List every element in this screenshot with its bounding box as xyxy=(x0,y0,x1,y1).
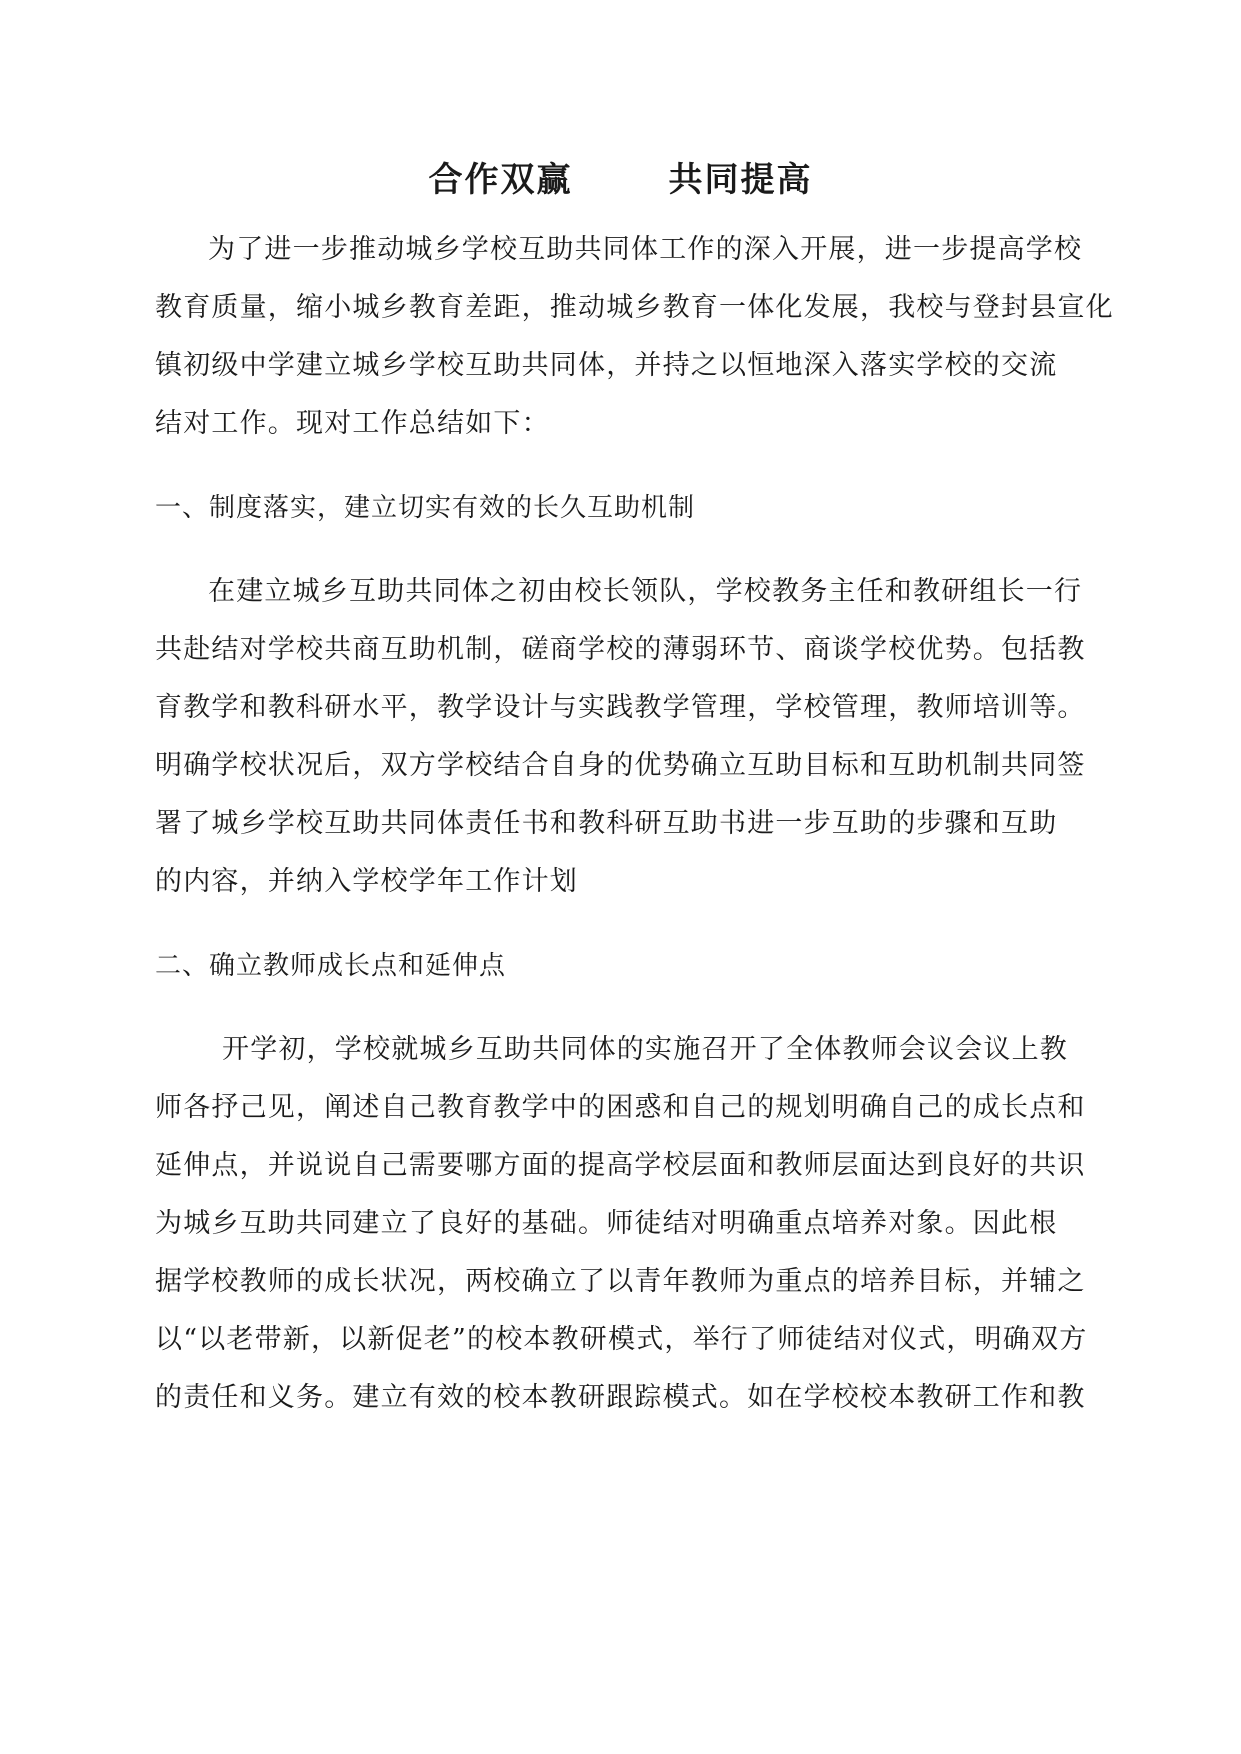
section-2-line: 开学初，学校就城乡互助共同体的实施召开了全体教师会议会议上教 xyxy=(222,1034,1068,1065)
section-2-line: 为城乡互助共同建立了良好的基础。师徒结对明确重点培养对象。因此根 xyxy=(155,1208,1058,1239)
section-1-line: 署了城乡学校互助共同体责任书和教科研互助书进一步互助的步骤和互助 xyxy=(155,808,1058,839)
intro-line: 镇初级中学建立城乡学校互助共同体，并持之以恒地深入落实学校的交流 xyxy=(155,350,1058,381)
section-1-heading: 一、制度落实，建立切实有效的长久互助机制 xyxy=(155,493,696,523)
intro-line: 结对工作。现对工作总结如下： xyxy=(155,408,550,439)
section-2-line: 的责任和义务。建立有效的校本教研跟踪模式。如在学校校本教研工作和教 xyxy=(155,1382,1086,1413)
intro-line: 为了进一步推动城乡学校互助共同体工作的深入开展，进一步提高学校 xyxy=(208,234,1083,265)
section-1-line: 的内容，并纳入学校学年工作计划 xyxy=(155,866,578,897)
intro-line: 教育质量，缩小城乡教育差距，推动城乡教育一体化发展，我校与登封县宣化 xyxy=(155,292,1114,323)
section-2-line: 据学校教师的成长状况，两校确立了以青年教师为重点的培养目标，并辅之 xyxy=(155,1266,1086,1297)
document-title xyxy=(0,158,1241,202)
section-1-line: 育教学和教科研水平，教学设计与实践教学管理，学校管理，教师培训等。 xyxy=(155,692,1086,723)
section-2-line: 以“以老带新，以新促老”的校本教研模式，举行了师徒结对仪式，明确双方 xyxy=(155,1324,1088,1355)
section-2-heading: 二、确立教师成长点和延伸点 xyxy=(155,951,507,981)
section-2-line: 延伸点，并说说自己需要哪方面的提高学校层面和教师层面达到良好的共识 xyxy=(155,1150,1086,1181)
section-2-line: 师各抒己见，阐述自己教育教学中的困惑和自己的规划明确自己的成长点和 xyxy=(155,1092,1086,1123)
section-1-line: 共赴结对学校共商互助机制，磋商学校的薄弱环节、商谈学校优势。包括教 xyxy=(155,634,1086,665)
title-right: 共同提高 xyxy=(668,160,813,200)
section-1-line: 明确学校状况后，双方学校结合自身的优势确立互助目标和互助机制共同签 xyxy=(155,750,1086,781)
section-1-line: 在建立城乡互助共同体之初由校长领队，学校教务主任和教研组长一行 xyxy=(208,576,1083,607)
title-left: 合作双赢 xyxy=(428,160,573,200)
